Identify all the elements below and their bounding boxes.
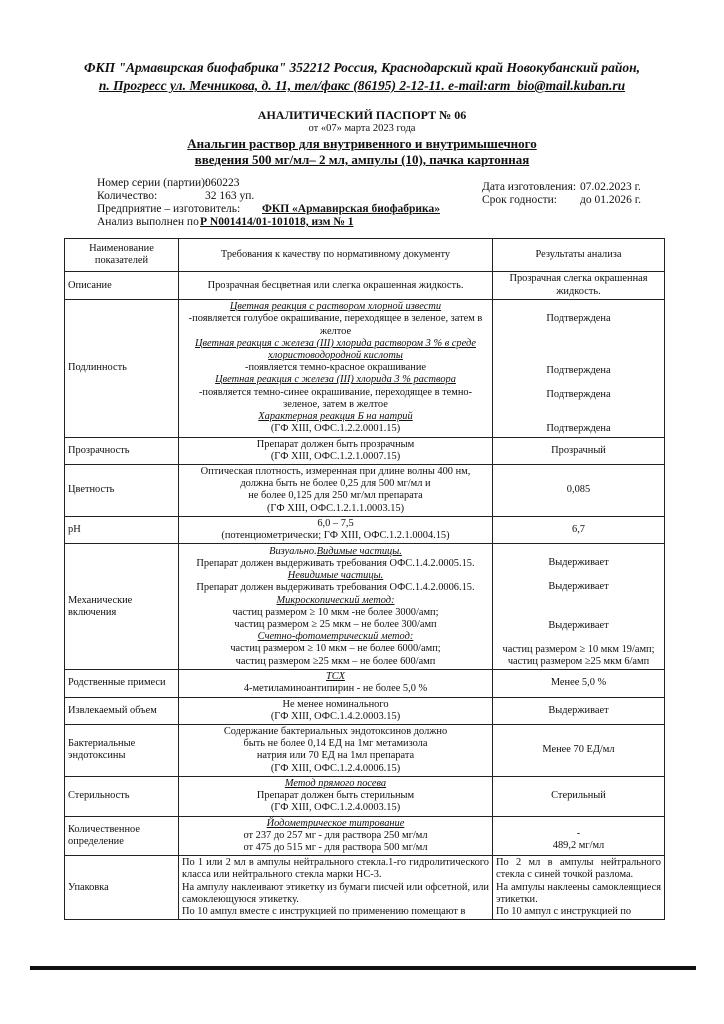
series-value: 060223 [205, 177, 240, 189]
method-line: частиц размером ≥ 25 мкм – не более 300/амп [234, 618, 437, 630]
table-row [65, 670, 665, 697]
row-name: Описание [65, 272, 179, 299]
header-indicator: Наименование показателей [65, 239, 179, 272]
result-line: На ампулы наклеены самоклеящиеся этикетки. [496, 881, 661, 905]
result-line: частиц размером ≥25 мкм 6/амп [507, 656, 650, 668]
quantity-label: Количество: [97, 190, 158, 202]
requirement-line: По 1 или 2 мл в ампулы нейтрального стекла.1-го гидролитического класса или нейтрального стекла марки НС-3. [182, 857, 489, 881]
row-name: Упаковка [65, 856, 179, 920]
requirement-line: Препарат должен быть стерильным [256, 790, 415, 802]
requirement-line: По 10 ампул вместе с инструкцией по применению помещают в [182, 905, 466, 917]
product-name-line-2: введения 500 мг/мл– 2 мл, ампулы (10), пачка картонная [194, 152, 530, 167]
table-header-row [65, 239, 665, 272]
result-line: Подтверждена [546, 389, 611, 401]
result-line: Подтверждена [546, 423, 611, 435]
table-row [65, 272, 665, 299]
expiry-value: до 01.2026 г. [580, 194, 642, 206]
row-requirement [179, 725, 493, 777]
requirement-line: (ГФ XIII, ОФС.1.4.2.0003.15) [270, 710, 401, 722]
table-row [65, 437, 665, 464]
org-header-line-2: п. Прогресс ул. Мечникова, д. 11, тел/факс (86195) 2-12-11. e-mail:arm_bio@mail.kuban.ru [98, 78, 626, 93]
row-name: Цветность [65, 465, 179, 517]
result-line: Подтверждена [546, 312, 611, 324]
result-line: Выдерживает [548, 619, 609, 631]
method-title: ТСХ [326, 671, 345, 683]
method-title: Цветная реакция с железа (III) хлорида раствором 3 % в среде хлористоводородной кислоты [195, 337, 476, 361]
result-line: 489,2 мг/мл [552, 839, 605, 851]
passport-date: от «07» марта 2023 года [308, 123, 416, 134]
requirement-line: (ГФ XIII, ОФС.1.2.1.0007.15) [270, 450, 401, 462]
row-requirement [179, 465, 493, 517]
passport-title: АНАЛИТИЧЕСКИЙ ПАСПОРТ № 06 [257, 108, 467, 122]
result-line: По 10 ампул с инструкцией по [496, 905, 632, 917]
method-line: -появляется темно-синее окрашивание, переходящее в темно-зеленое, затем в желтое [198, 386, 473, 410]
table-row [65, 299, 665, 437]
row-result [493, 299, 665, 437]
method-line: частиц размером ≥ 10 мкм – не более 6000/амп; [230, 643, 441, 655]
row-result: Менее 70 ЕД/мл [493, 725, 665, 777]
requirement-line: На ампулу наклеивают этикетку из бумаги писчей или офсетной, или самоклеющуюся этикетку. [182, 881, 489, 905]
table-row [65, 465, 665, 517]
method-title: Характерная реакция Б на натрий [258, 410, 413, 422]
method-title: Счетно-фотометрический метод: [257, 631, 414, 643]
table-row [65, 544, 665, 670]
requirement-line: 4-метиламиноантипирин - не более 5,0 % [243, 683, 428, 695]
row-requirement [179, 299, 493, 437]
row-result: 0,085 [493, 465, 665, 517]
header-requirements: Требования к качеству по нормативному документу [179, 239, 493, 272]
method-line: Препарат должен выдерживать требования ОФС.1.4.2.0005.15. [196, 557, 475, 569]
row-name: Подлинность [65, 299, 179, 437]
result-line: частиц размером ≥ 10 мкм 19/амп; [502, 643, 655, 655]
row-result: Прозрачная слегка окрашенная жидкость. [493, 272, 665, 299]
requirement-line: должна быть не более 0,25 для 500 мг/мл и [240, 478, 431, 490]
requirement-line: (потенциометрически; ГФ XIII, ОФС.1.2.1.0004.15) [221, 530, 450, 542]
method-line: частиц размером ≥ 10 мкм -не более 3000/амп; [232, 606, 439, 618]
row-requirement [179, 437, 493, 464]
requirement-line: от 237 до 257 мг - для раствора 250 мг/мл [243, 829, 428, 841]
result-line: По 2 мл в ампулы нейтрального стекла с синей точкой разлома. [496, 857, 661, 881]
requirement-line: натрия или 70 ЕД на 1мл препарата [256, 750, 415, 762]
row-name: pH [65, 516, 179, 543]
method-title-visual: Визуально. [269, 545, 317, 557]
method-line: частиц размером ≥25 мкм – не более 600/амп [235, 655, 436, 667]
manufacture-date-value: 07.02.2023 г. [580, 181, 641, 193]
method-title [182, 546, 489, 558]
method-title: Цветная реакция с раствором хлорной извести [229, 301, 442, 313]
row-requirement [179, 776, 493, 816]
row-result: Стерильный [493, 776, 665, 816]
analysis-label: Анализ выполнен по [97, 216, 199, 228]
row-requirement [179, 856, 493, 920]
requirement-line: (ГФ XIII, ОФС.1.2.4.0003.15) [270, 802, 401, 814]
method-title: Микроскопический метод: [276, 594, 395, 606]
row-name: Количественное определение [65, 816, 179, 856]
requirement-line: Оптическая плотность, измеренная при длине волны 400 нм, [200, 466, 471, 478]
row-result: Менее 5,0 % [493, 670, 665, 697]
table-row [65, 725, 665, 777]
analysis-value: Р N001414/01-101018, изм № 1 [200, 216, 354, 228]
org-header-line-1: ФКП "Армавирская биофабрика" 352212 Россия, Краснодарский край Новокубанский район, [84, 60, 640, 75]
method-title: Невидимые частицы. [287, 570, 384, 582]
row-result: Выдерживает [493, 697, 665, 724]
row-requirement [179, 516, 493, 543]
series-label: Номер серии (партии): [97, 177, 209, 189]
quantity-value: 32 163 уп. [205, 190, 255, 202]
row-result [493, 856, 665, 920]
requirement-line: Препарат должен быть прозрачным [256, 438, 415, 450]
product-name-line-1: Анальгин раствор для внутривенного и внутримышечного [187, 136, 537, 151]
table-row [65, 816, 665, 856]
row-name: Механические включения [65, 544, 179, 670]
row-result: 6,7 [493, 516, 665, 543]
requirement-line: Содержание бактериальных эндотоксинов должно [223, 726, 448, 738]
row-result: Прозрачный [493, 437, 665, 464]
method-line: -появляется темно-красное окрашивание [244, 362, 427, 374]
result-line: - [576, 827, 581, 839]
maker-value: ФКП «Армавирская биофабрика» [262, 203, 441, 215]
table-row [65, 697, 665, 724]
analysis-table [64, 238, 665, 920]
requirement-line: не более 0,125 для 250 мг/мл препарата [248, 490, 423, 502]
row-requirement: Прозрачная бесцветная или слегка окрашенная жидкость. [179, 272, 493, 299]
method-title: Йодометрическое титрование [266, 817, 405, 829]
result-line: Подтверждена [546, 365, 611, 377]
row-requirement [179, 544, 493, 670]
row-name: Стерильность [65, 776, 179, 816]
expiry-label: Срок годности: [482, 194, 558, 206]
row-name: Прозрачность [65, 437, 179, 464]
method-line: -появляется голубое окрашивание, переходящее в зеленое, затем в желтое [188, 313, 483, 337]
requirement-line: 6,0 – 7,5 [317, 517, 354, 529]
bottom-rule [30, 966, 696, 970]
method-title: Цветная реакция с железа (III) хлорида 3 % раствора [215, 374, 456, 386]
method-line: Препарат должен выдерживать требования ОФС.1.4.2.0006.15. [196, 582, 475, 594]
row-result [493, 544, 665, 670]
row-name: Извлекаемый объем [65, 697, 179, 724]
header-results: Результаты анализа [493, 239, 665, 272]
requirement-line: Не менее номинального [282, 698, 389, 710]
result-line: Выдерживает [548, 581, 609, 593]
table-row [65, 776, 665, 816]
maker-label: Предприятие – изготовитель: [97, 203, 241, 215]
row-name: Родственные примеси [65, 670, 179, 697]
method-title: Метод прямого посева [284, 777, 387, 789]
requirement-line: от 475 до 515 мг - для раствора 500 мг/мл [243, 841, 428, 853]
row-requirement [179, 816, 493, 856]
method-line: (ГФ XIII, ОФС.1.2.2.0001.15) [270, 423, 401, 435]
result-line: Выдерживает [548, 557, 609, 569]
requirement-line: быть не более 0,14 ЕД на 1мг метамизола [243, 738, 428, 750]
table-row [65, 856, 665, 920]
row-requirement [179, 697, 493, 724]
row-requirement [179, 670, 493, 697]
manufacture-date-label: Дата изготовления: [482, 181, 577, 193]
requirement-line: (ГФ XIII, ОФС.1.2.1.1.0003.15) [266, 502, 405, 514]
row-result [493, 816, 665, 856]
requirement-line: (ГФ XIII, ОФС.1.2.4.0006.15) [270, 762, 401, 774]
row-name: Бактериальные эндотоксины [65, 725, 179, 777]
table-row [65, 516, 665, 543]
method-title-visible: Видимые частицы. [316, 545, 402, 557]
